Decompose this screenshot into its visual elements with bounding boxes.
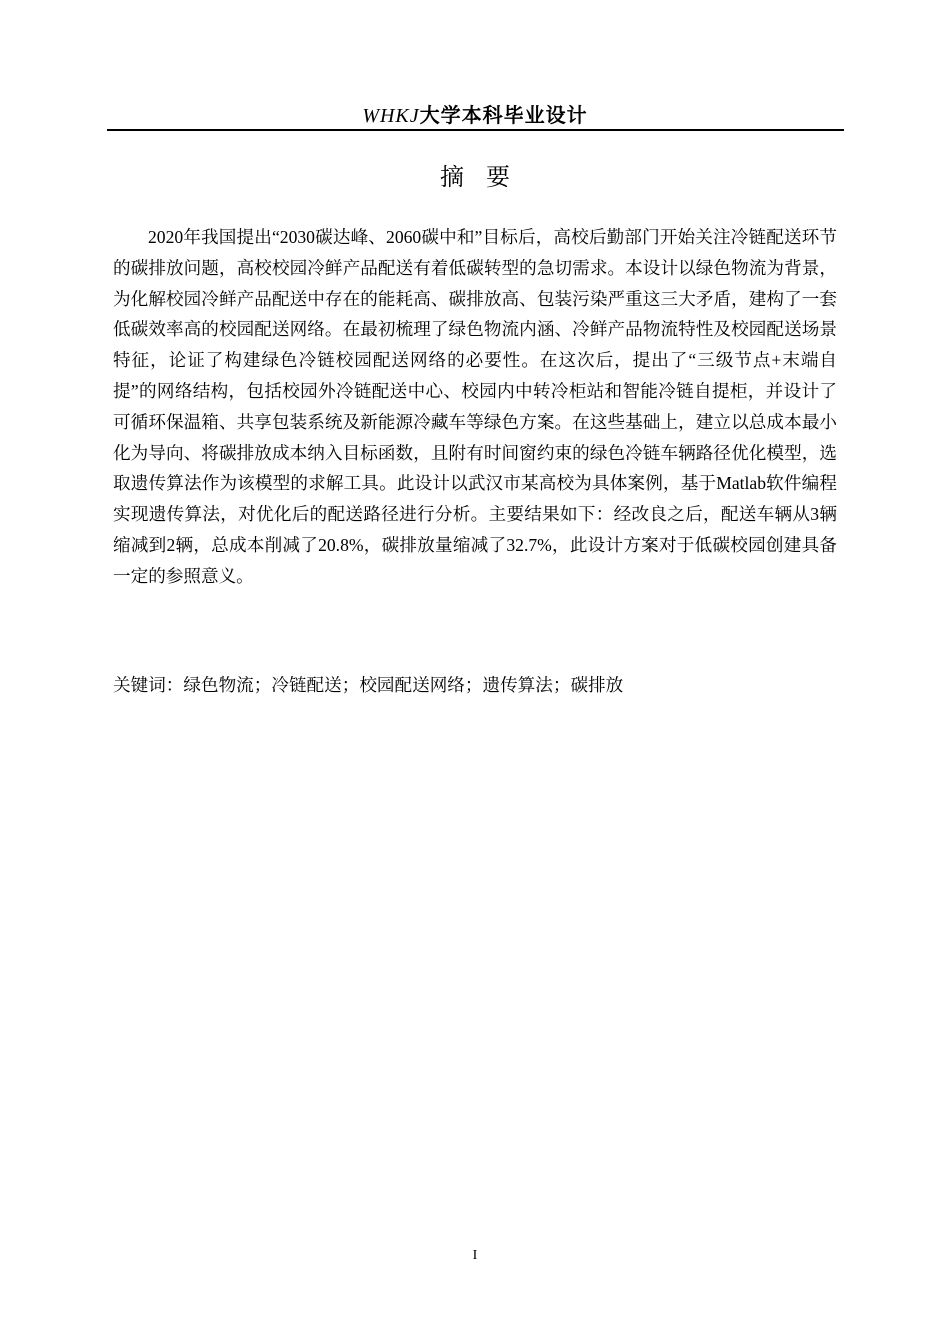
keywords-label: 关键词： [113, 676, 184, 696]
keywords-line [113, 670, 837, 701]
abstract-heading: 摘要 [440, 163, 532, 191]
header-title-latin: WHKJ [362, 105, 420, 127]
header-title-cjk: 大学本科毕业设计 [419, 103, 588, 127]
page-number: I [472, 1248, 478, 1263]
keywords-value: 绿色物流；冷链配送；校园配送网络；遗传算法；碳排放 [183, 675, 624, 695]
page-header-title [0, 101, 950, 130]
header-divider [107, 129, 844, 131]
abstract-body: 2020年我国提出“2030碳达峰、2060碳中和”目标后，高校后勤部门开始关注冷链配送环节的碳排放问题，高校校园冷鲜产品配送有着低碳转型的急切需求。本设计以绿色物流为背景，为化解校园冷鲜产品配送中存在的能耗高、碳排放高、包装污染严重这三大矛盾，建构了一套低碳效率高的校园配送网络。在最初梳理了绿色物流内涵、冷鲜产品物流特性及校园配送场景特征，论证了构建绿色冷链校园配送网络的必要性。在这次后，提出了“三级节点+末端自提”的网络结构，包括校园外冷链配送中心、校园内中转冷柜站和智能冷链自提柜，并设计了可循环保温箱、共享包装系统及新能源冷藏车等绿色方案。在这些基础上，建立以总成本最小化为导向、将碳排放成本纳入目标函数，且附有时间窗约束的绿色冷链车辆路径优化模型，选取遗传算法作为该模型的求解工具。此设计以武汉市某高校为具体案例，基于Matlab软件编程实现遗传算法，对优化后的配送路径进行分析。主要结果如下：经改良之后，配送车辆从3辆缩减到2辆，总成本削减了20.8%，碳排放量缩减了32.7%，此设计方案对于低碳校园创建具备一定的参照意义。 [113, 227, 837, 586]
